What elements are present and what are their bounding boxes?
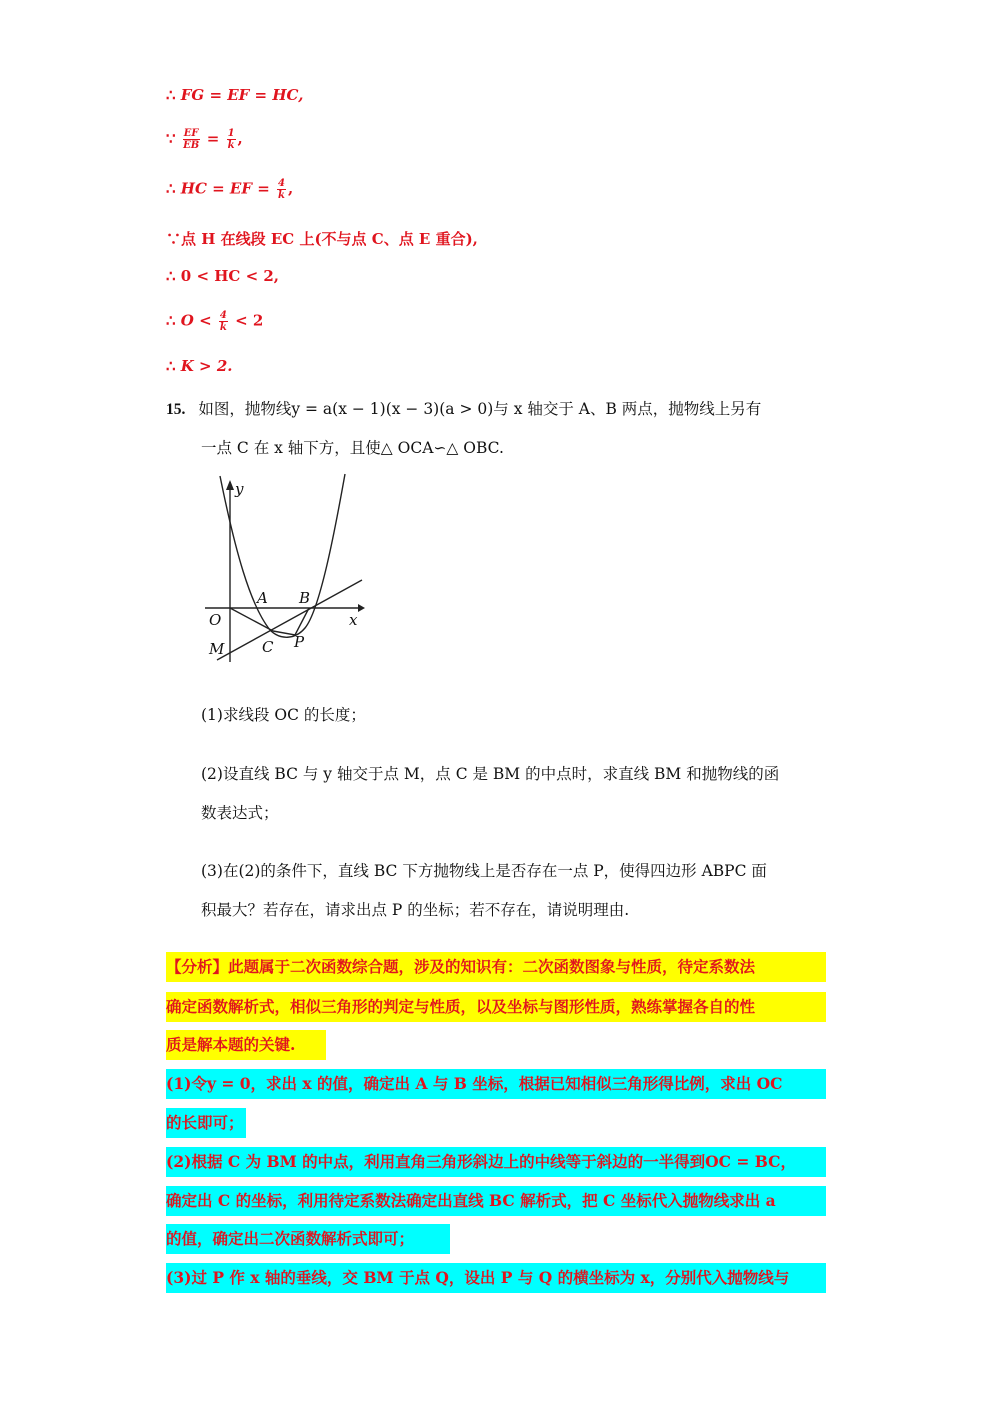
question-part-1: (1)求线段 OC 的长度； [201, 706, 366, 724]
svg-text:x: x [349, 611, 358, 629]
proof-step-3: ∴ HC = EF = $\frac{4}{k}$ , [166, 178, 294, 201]
fraction-4-k: $\frac{4}{k}$ [219, 310, 227, 333]
because-symbol: ∵ [166, 129, 176, 148]
proof-step-4: ∵点 H 在线段 EC 上(不与点 C、点 E 重合), [166, 230, 478, 248]
fraction-4-k: $\frac{4}{k}$ [278, 178, 285, 201]
svg-text:y: y [235, 480, 244, 498]
svg-text:B: B [299, 589, 311, 607]
svg-text:O: O [209, 611, 222, 629]
fraction-1-k: $\frac{1}{k}$ [227, 128, 235, 151]
proof-step-2: ∵ $\frac{EF}{EB}$ = $\frac{1}{k}$ , [166, 128, 243, 151]
analysis-step-1-line-2: 的长即可； [166, 1108, 246, 1138]
equation: FG = EF = HC, [180, 86, 304, 104]
question-part-3-line-1: (3)在(2)的条件下，直线 BC 下方抛物线上是否存在一点 P，使得四边形 ABPC 面 [201, 862, 767, 880]
fraction-ef-eb: $\frac{EF}{EB}$ [183, 128, 200, 151]
analysis-step-2-line-2: 确定出 C 的坐标，利用待定系数法确定出直线 BC 解析式，把 C 坐标代入抛物线求出 a [166, 1186, 826, 1216]
svg-text:M: M [209, 640, 225, 658]
svg-text:P: P [294, 633, 305, 651]
question-part-2-line-2: 数表达式； [201, 804, 279, 822]
analysis-step-1-line-1: (1)令y = 0，求出 x 的值，确定出 A 与 B 坐标，根据已知相似三角形得比例，求出 OC [166, 1069, 826, 1099]
proof-step-5: ∴ 0 < HC < 2, [166, 267, 280, 285]
problem-stem-line-1: 15. 如图，抛物线y = a(x − 1)(x − 3)(a > 0)与 x 轴交于 A、B 两点，抛物线上另有 [166, 400, 762, 418]
parabola-diagram-icon [195, 470, 375, 665]
question-part-2-line-1: (2)设直线 BC 与 y 轴交于点 M，点 C 是 BM 的中点时，求直线 BM 和抛物线的函 [201, 765, 780, 783]
analysis-intro-line-2: 确定函数解析式，相似三角形的判定与性质，以及坐标与图形性质，熟练掌握各自的性 [166, 992, 826, 1022]
therefore-symbol: ∴ [166, 86, 176, 104]
analysis-step-2-line-1: (2)根据 C 为 BM 的中点，利用直角三角形斜边上的中线等于斜边的一半得到OC = BC， [166, 1147, 826, 1177]
proof-step-1 [166, 86, 303, 104]
svg-text:A: A [257, 589, 268, 607]
analysis-intro-line-3: 质是解本题的关键. [166, 1030, 326, 1060]
question-part-3-line-2: 积最大？若存在，请求出点 P 的坐标；若不存在，请说明理由. [201, 901, 630, 919]
svg-text:C: C [262, 638, 274, 656]
analysis-intro-line-1: 【分析】此题属于二次函数综合题，涉及的知识有：二次函数图象与性质，待定系数法 [166, 952, 826, 982]
problem-stem-line-2: 一点 C 在 x 轴下方，且使△ OCA∽△ OBC. [201, 439, 504, 457]
proof-step-7: ∴ K > 2. [166, 357, 233, 375]
analysis-step-2-line-3: 的值，确定出二次函数解析式即可； [166, 1224, 450, 1254]
parabola-figure [195, 470, 375, 665]
proof-step-6: ∴ O < $\frac{4}{k}$ < 2 [166, 310, 264, 333]
analysis-step-3-line-1: (3)过 P 作 x 轴的垂线，交 BM 于点 Q，设出 P 与 Q 的横坐标为 x，分别代入抛物线与 [166, 1263, 826, 1293]
problem-number: 15. [166, 401, 186, 418]
